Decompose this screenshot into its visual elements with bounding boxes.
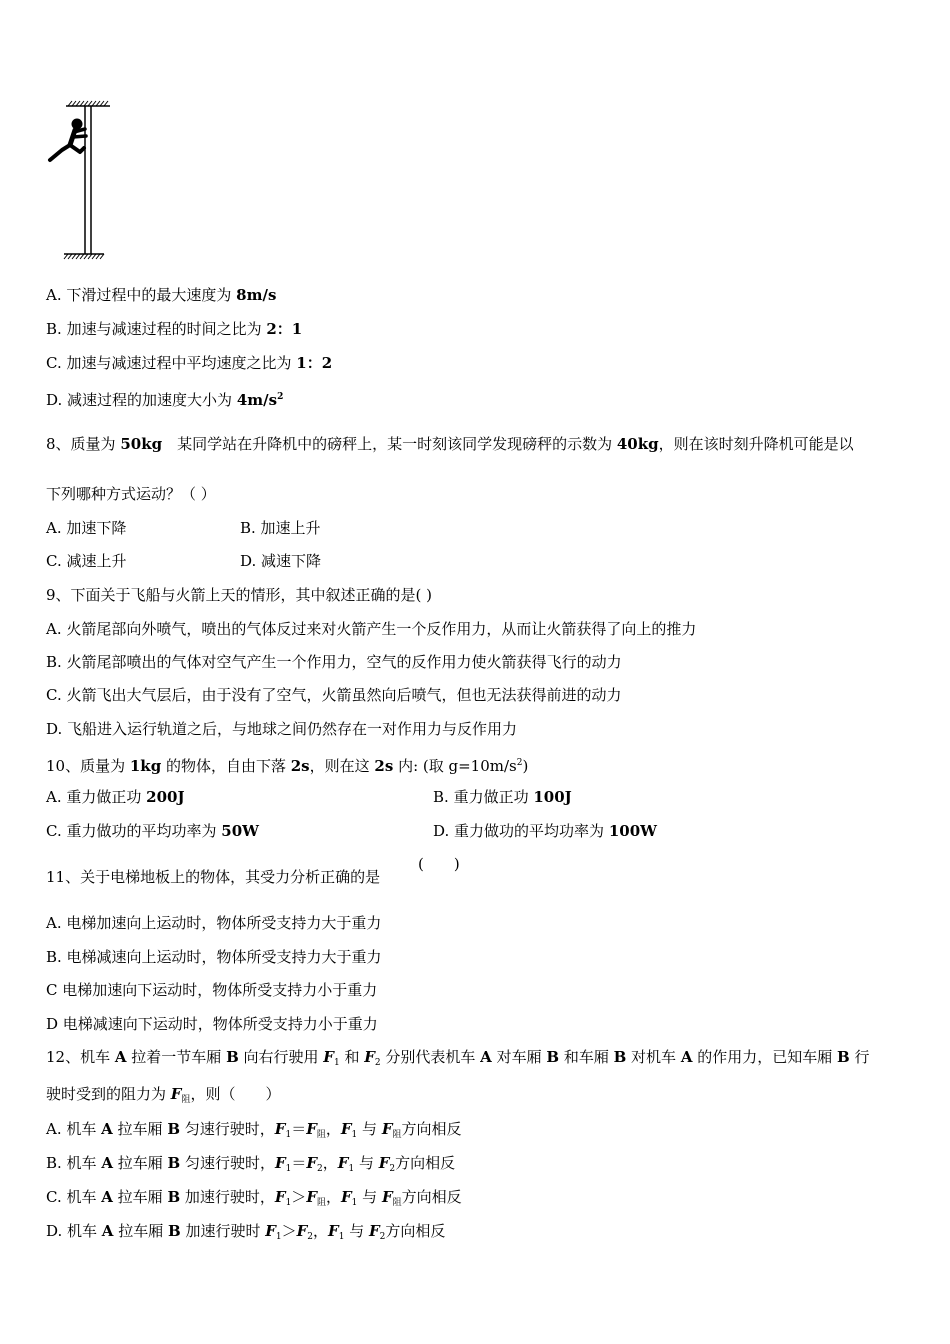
q8-option-d: D. 减速下降 (240, 552, 322, 570)
q10-option-a: A. 重力做正功 200J (46, 788, 185, 806)
q11-stem: 11、关于电梯地板上的物体，其受力分析正确的是 (46, 868, 381, 886)
q9-option-a: A. 火箭尾部向外喷气，喷出的气体反过来对火箭产生一个反作用力，从而让火箭获得了向上的推力 (46, 620, 697, 638)
q7-option-a: A. 下滑过程中的最大速度为 8m/s (46, 286, 277, 304)
q12-stem-line1: 12、机车 A 拉着一节车厢 B 向右行驶用 $F_1$ 和 $F_2$ 分别代表机车 A 对车厢 B 和车厢 B 对机车 A 的作用力，已知车厢 B 行 (46, 1048, 870, 1068)
q8-option-a: A. 加速下降 (46, 519, 127, 537)
q7-option-d: D. 减速过程的加速度大小为 $4m/s^2$ (46, 391, 284, 409)
q11-option-c: C 电梯加速向下运动时，物体所受支持力小于重力 (46, 981, 378, 999)
q9-stem: 9、下面关于飞船与火箭上天的情形，其中叙述正确的是( ) (46, 586, 433, 604)
q8-stem-line2: 下列哪种方式运动？（ ） (46, 485, 216, 503)
q10-option-d: D. 重力做功的平均功率为 100W (433, 822, 657, 840)
q8-option-b: B. 加速上升 (240, 519, 321, 537)
q11-option-a: A. 电梯加速向上运动时，物体所受支持力大于重力 (46, 914, 382, 932)
q11-option-b: B. 电梯减速向上运动时，物体所受支持力大于重力 (46, 948, 382, 966)
q9-option-d: D. 飞船进入运行轨道之后，与地球之间仍然存在一对作用力与反作用力 (46, 720, 518, 738)
q12-option-b: B. 机车 A 拉车厢 B 匀速行驶时，$F_1=F_2$，$F_1$ 与 $F_2$方向相反 (46, 1154, 456, 1174)
q10-option-b: B. 重力做正功 100J (433, 788, 572, 806)
q8-stem-line1: 8、质量为 50kg 某同学站在升降机中的磅秤上，某一时刻该同学发现磅秤的示数为 40kg，则在该时刻升降机可能是以 (46, 435, 854, 453)
q7-option-c: C. 加速与减速过程中平均速度之比为 1：2 (46, 354, 333, 372)
q9-option-c: C. 火箭飞出大气层后，由于没有了空气，火箭虽然向后喷气，但也无法获得前进的动力 (46, 686, 622, 704)
q7-option-b: B. 加速与减速过程的时间之比为 2：1 (46, 320, 303, 338)
q12-stem-line2: 驶时受到的阻力为 $F_阻$，则（ ） (46, 1085, 281, 1105)
q8-option-c: C. 减速上升 (46, 552, 127, 570)
pole-climber-figure (44, 100, 114, 265)
q11-answer-paren: ( ) (418, 855, 460, 873)
q11-option-d: D 电梯减速向下运动时，物体所受支持力小于重力 (46, 1015, 378, 1033)
q10-stem: 10、质量为 1kg 的物体，自由下落 2s，则在这 2s 内: (取 $g=10m/s^2$) (46, 757, 529, 775)
q9-option-b: B. 火箭尾部喷出的气体对空气产生一个作用力，空气的反作用力使火箭获得飞行的动力 (46, 653, 622, 671)
q12-option-a: A. 机车 A 拉车厢 B 匀速行驶时，$F_1=F_阻$，$F_1$ 与 $F_阻$方向相反 (46, 1120, 462, 1140)
q12-option-c: C. 机车 A 拉车厢 B 加速行驶时，$F_1>F_阻$，$F_1$ 与 $F_阻$方向相反 (46, 1188, 462, 1208)
q10-option-c: C. 重力做功的平均功率为 50W (46, 822, 260, 840)
q12-option-d: D. 机车 A 拉车厢 B 加速行驶时 $F_1>F_2$，$F_1$ 与 $F_2$方向相反 (46, 1222, 446, 1242)
